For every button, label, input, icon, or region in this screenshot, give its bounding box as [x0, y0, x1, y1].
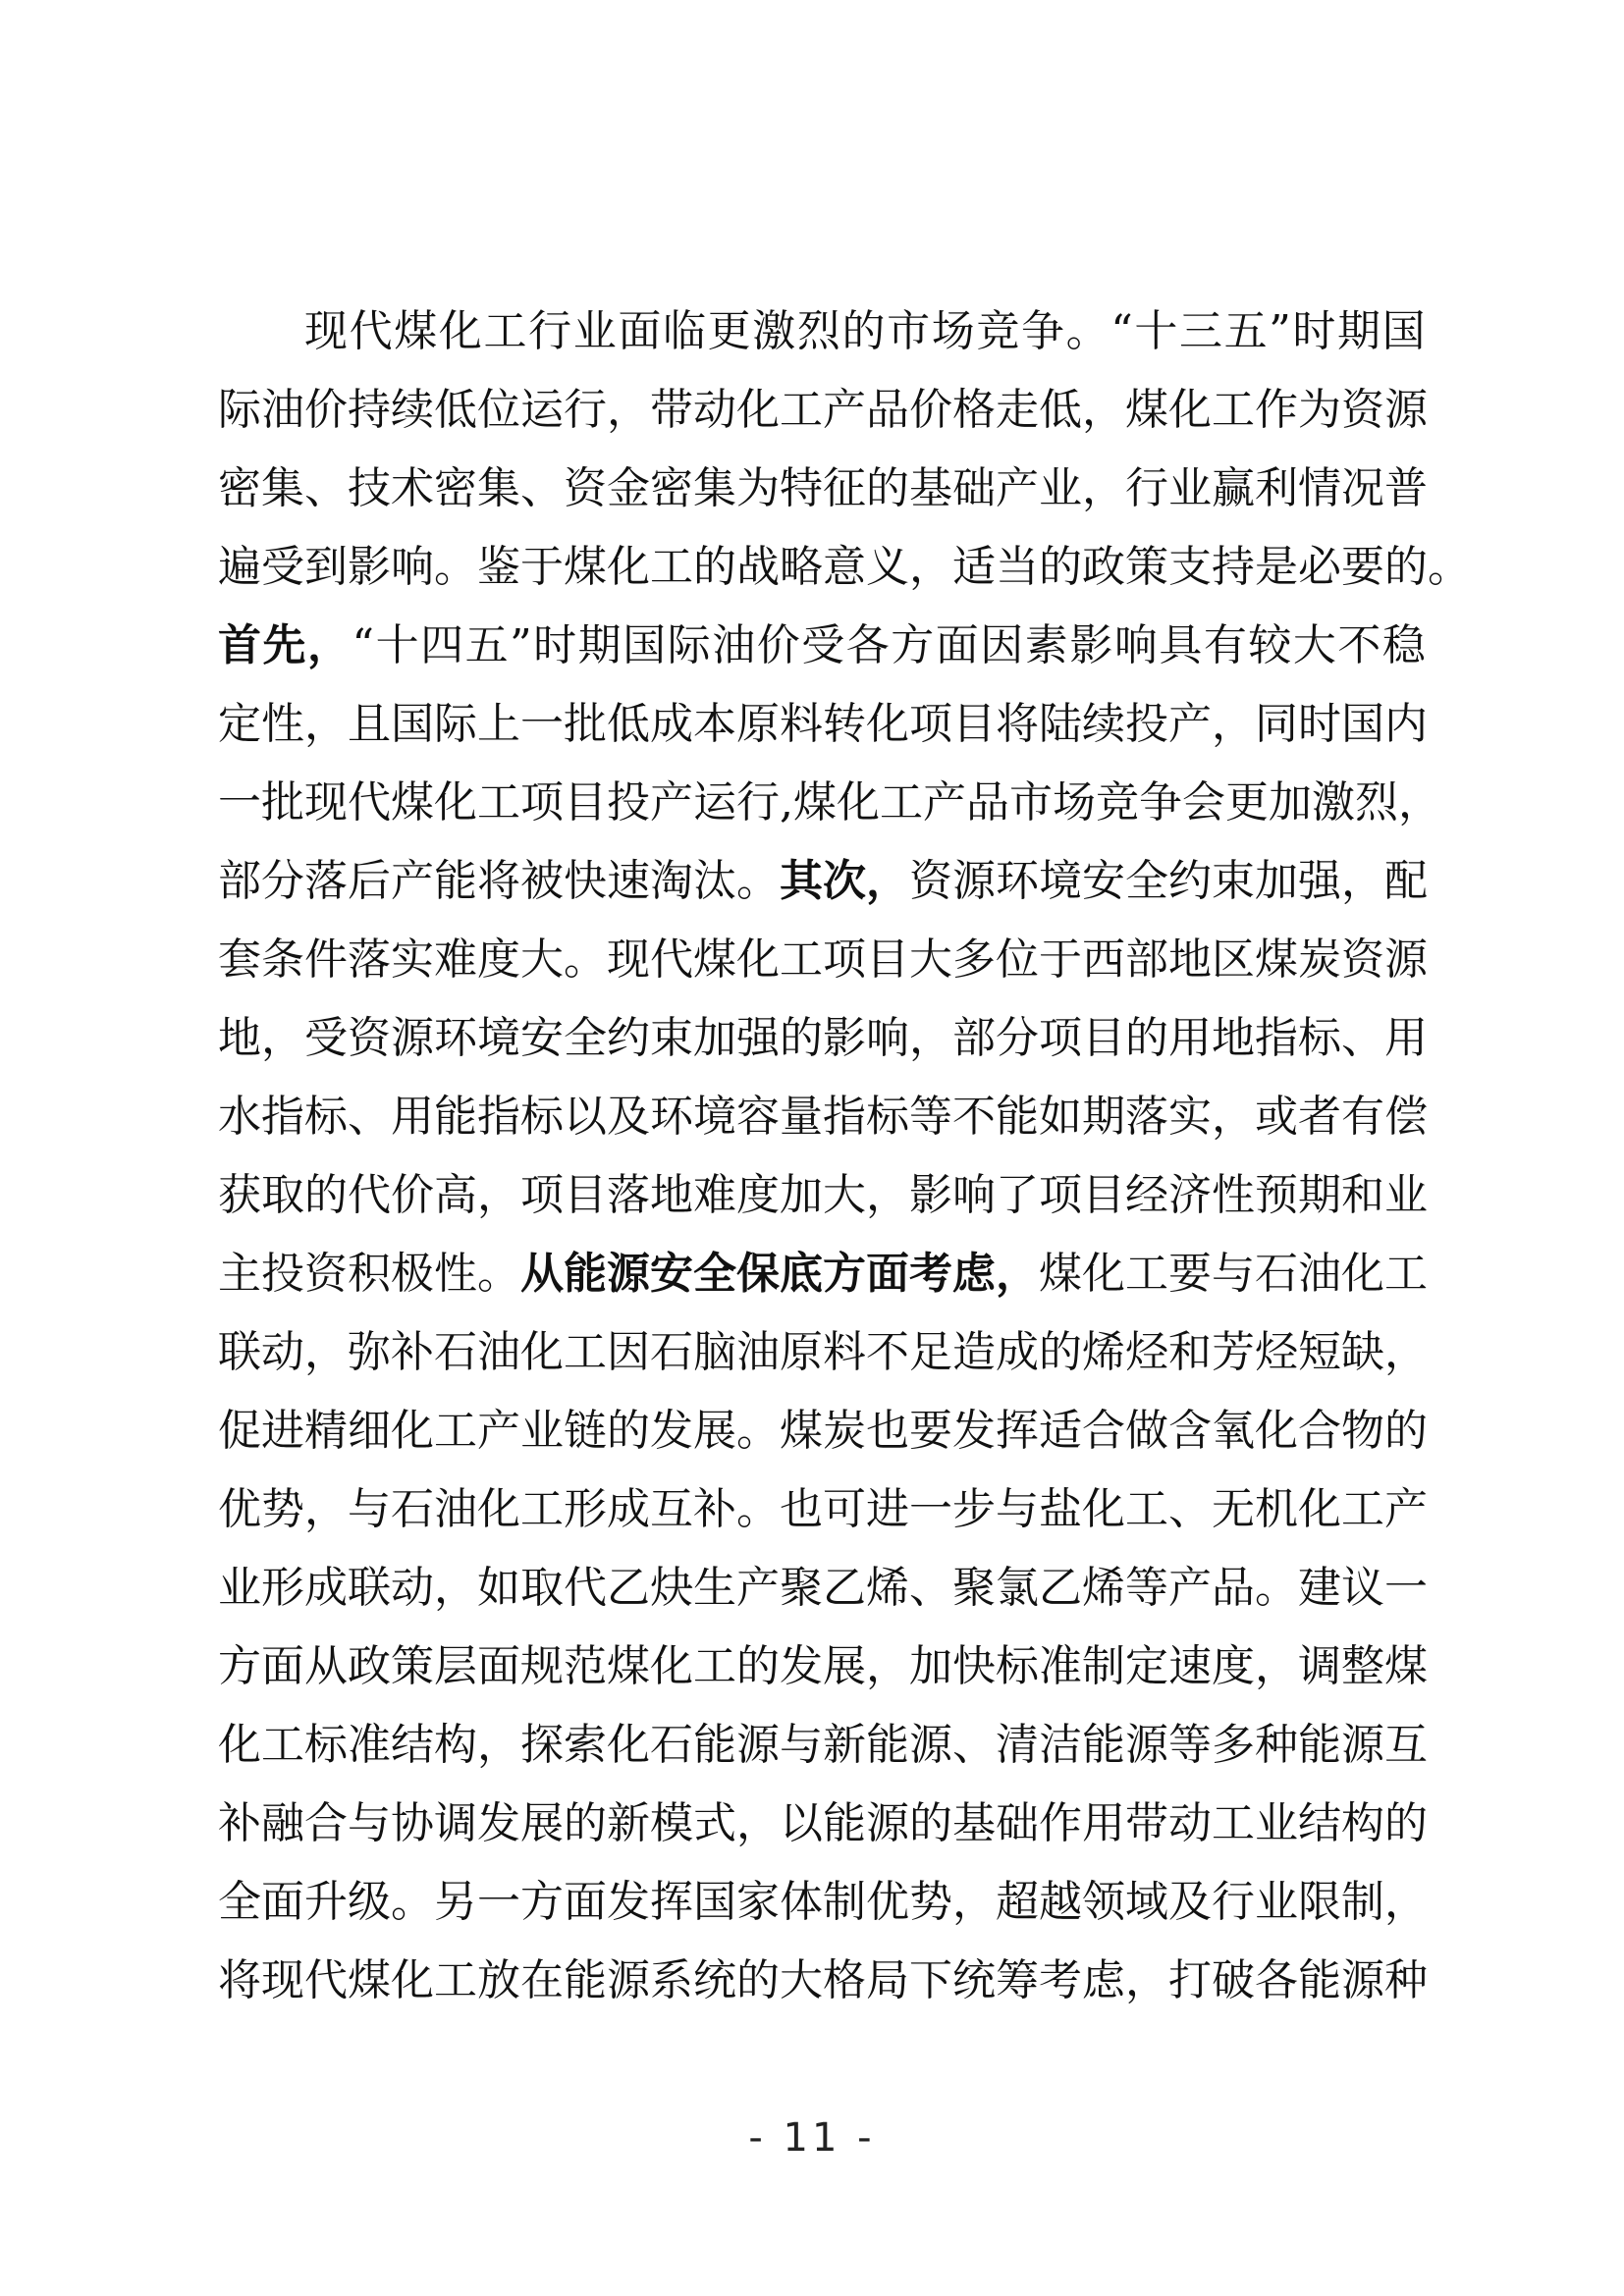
text-line: 联 动 ， 弥 补 石 油 化 工 因 石 脑 油 原 料 不 足 造 成 的 烯 烃 和 芳 烃 短 缺 ， [218, 1327, 1428, 1377]
text-line: 业 形 成 联 动 ， 如 取 代 乙 炔 生 产 聚 乙 烯 、 聚 氯 乙 烯 等 产 品 。 建 议 一 [218, 1563, 1428, 1613]
text-line: 主 投 资 积 极 性 。 从 能 源 安 全 保 底 方 面 考 虑 ， 煤 化 工 要 与 石 油 化 工 [218, 1249, 1428, 1299]
text-line: 地 ， 受 资 源 环 境 安 全 约 束 加 强 的 影 响 ， 部 分 项 目 的 用 地 指 标 、 用 [218, 1013, 1428, 1063]
text-line: 全 面 升 级 。 另 一 方 面 发 挥 国 家 体 制 优 势 ， 超 越 领 域 及 行 业 限 制 ， [218, 1877, 1428, 1927]
page-number: - 11 - [748, 2115, 876, 2161]
text-line: 补 融 合 与 协 调 发 展 的 新 模 式 ， 以 能 源 的 基 础 作 用 带 动 工 业 结 构 的 [218, 1798, 1428, 1848]
text-line: 密 集 、 技 术 密 集 、 资 金 密 集 为 特 征 的 基 础 产 业 ， 行 业 赢 利 情 况 普 [218, 463, 1428, 513]
text-line: 一 批 现 代 煤 化 工 项 目 投 产 运 行 , 煤 化 工 产 品 市 场 竞 争 会 更 加 激 烈 ， [218, 777, 1441, 828]
text-line: 际 油 价 持 续 低 位 运 行 ， 带 动 化 工 产 品 价 格 走 低 ， 煤 化 工 作 为 资 源 [218, 385, 1428, 435]
text-line: 定 性 ， 且 国 际 上 一 批 低 成 本 原 料 转 化 项 目 将 陆 续 投 产 ， 同 时 国 内 [218, 699, 1428, 749]
body-paragraph [218, 293, 1471, 2020]
text-line: 促 进 精 细 化 工 产 业 链 的 发 展 。 煤 炭 也 要 发 挥 适 合 做 含 氧 化 合 物 的 [218, 1406, 1428, 1456]
text-line: 套 条 件 落 实 难 度 大 。 现 代 煤 化 工 项 目 大 多 位 于 西 部 地 区 煤 炭 资 源 [218, 934, 1428, 985]
text-line: 水 指 标 、 用 能 指 标 以 及 环 境 容 量 指 标 等 不 能 如 期 落 实 ， 或 者 有 偿 [218, 1092, 1428, 1142]
text-line: 获 取 的 代 价 高 ， 项 目 落 地 难 度 加 大 ， 影 响 了 项 目 经 济 性 预 期 和 业 [218, 1170, 1428, 1220]
text-line: 方 面 从 政 策 层 面 规 范 煤 化 工 的 发 展 ， 加 快 标 准 制 定 速 度 ， 调 整 煤 [218, 1641, 1428, 1691]
text-line: 遍 受 到 影 响 。 鉴 于 煤 化 工 的 战 略 意 义 ， 适 当 的 政 策 支 持 是 必 要 的 。 [218, 542, 1471, 592]
text-line: 化 工 标 准 结 构 ， 探 索 化 石 能 源 与 新 能 源 、 清 洁 能 源 等 多 种 能 源 互 [218, 1720, 1428, 1770]
text-line: 现 代 煤 化 工 行 业 面 临 更 激 烈 的 市 场 竞 争 。 “ 十 三 五 ” 时 期 国 [304, 306, 1426, 356]
text-line: 将 现 代 煤 化 工 放 在 能 源 系 统 的 大 格 局 下 统 筹 考 虑 ， 打 破 各 能 源 种 [218, 1955, 1428, 2005]
text-line: 优 势 ， 与 石 油 化 工 形 成 互 补 。 也 可 进 一 步 与 盐 化 工 、 无 机 化 工 产 [218, 1484, 1428, 1534]
text-line: 部 分 落 后 产 能 将 被 快 速 淘 汰 。 其 次 ， 资 源 环 境 安 全 约 束 加 强 ， 配 [218, 856, 1428, 906]
text-line: 首 先 ， “ 十 四 五 ” 时 期 国 际 油 价 受 各 方 面 因 素 影 响 具 有 较 大 不 稳 [218, 620, 1426, 670]
